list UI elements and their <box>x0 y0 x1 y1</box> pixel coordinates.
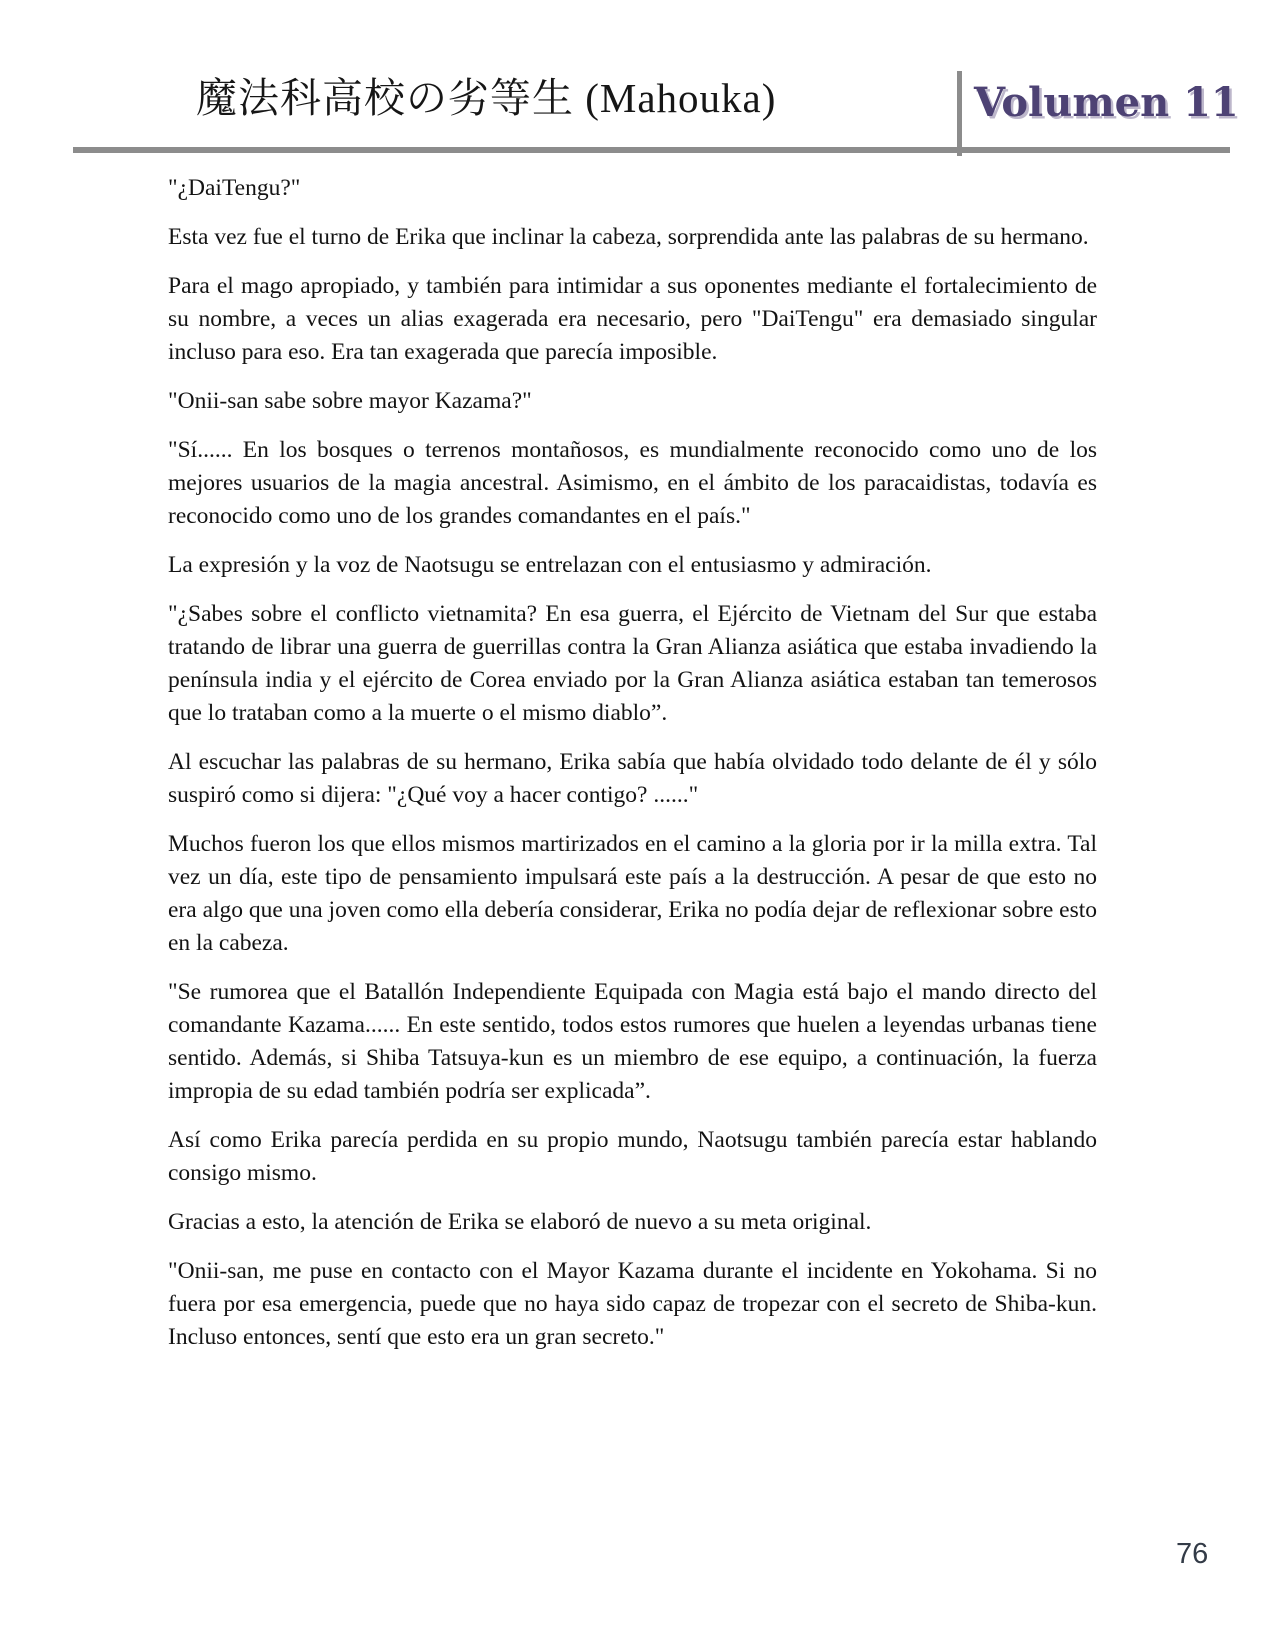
paragraph: Gracias a esto, la atención de Erika se elaboró de nuevo a su meta original. <box>168 1209 872 1235</box>
paragraph: Para el mago apropiado, y también para intimidar a sus oponentes mediante el fortalecimiento de su nombre, a veces un alias exagerada era necesario, pero "DaiTengu" era demasiado singular incluso para eso. Era tan exagerada que parecía imposible. <box>168 273 1097 365</box>
page-title: 魔法科高校の劣等生 (Mahouka) <box>196 75 777 121</box>
body-paragraphs <box>168 172 1097 1370</box>
paragraph: "Onii-san, me puse en contacto con el Mayor Kazama durante el incidente en Yokohama. Si no fuera por esa emergencia, puede que no haya sido capaz de tropezar con el secreto de Shiba-kun. Incluso entonces, sentí que esto era un gran secreto." <box>168 1258 1097 1350</box>
paragraph: "Onii-san sabe sobre mayor Kazama?" <box>168 388 532 414</box>
paragraph: "Sí...... En los bosques o terrenos montañosos, es mundialmente reconocido como uno de los mejores usuarios de la magia ancestral. Asimismo, en el ámbito de los paracaidistas, todavía es reconocido como uno de los grandes comandantes en el país." <box>168 437 1097 529</box>
paragraph: "Se rumorea que el Batallón Independiente Equipada con Magia está bajo el mando directo del comandante Kazama...... En este sentido, todos estos rumores que huelen a leyendas urbanas tiene sentido. Además, si Shiba Tatsuya-kun es un miembro de ese equipo, a continuación, la fuerza impropia de su edad también podría ser explicada”. <box>168 979 1097 1104</box>
volume-label: Volumen 11 <box>974 79 1239 126</box>
header-vertical-divider <box>957 71 962 156</box>
page-number: 76 <box>1176 1538 1209 1570</box>
paragraph: Muchos fueron los que ellos mismos martirizados en el camino a la gloria por ir la milla extra. Tal vez un día, este tipo de pensamiento impulsará este país a la destrucción. A pesar de que esto no era algo que una joven como ella debería considerar, Erika no podía dejar de reflexionar sobre esto en la cabeza. <box>168 831 1097 956</box>
header-rule <box>73 147 1230 153</box>
paragraph: La expresión y la voz de Naotsugu se entrelazan con el entusiasmo y admiración. <box>168 552 932 578</box>
paragraph: "¿DaiTengu?" <box>168 175 301 201</box>
paragraph: "¿Sabes sobre el conflicto vietnamita? En esa guerra, el Ejército de Vietnam del Sur que estaba tratando de librar una guerra de guerrillas contra la Gran Alianza asiática que estaba invadiendo la península india y el ejército de Corea enviado por la Gran Alianza asiática estaban tan temerosos que lo trataban como a la muerte o el mismo diablo”. <box>168 601 1097 726</box>
paragraph: Así como Erika parecía perdida en su propio mundo, Naotsugu también parecía estar hablando consigo mismo. <box>168 1127 1097 1186</box>
paragraph: Al escuchar las palabras de su hermano, Erika sabía que había olvidado todo delante de él y sólo suspiró como si dijera: "¿Qué voy a hacer contigo? ......" <box>168 749 1097 808</box>
paragraph: Esta vez fue el turno de Erika que inclinar la cabeza, sorprendida ante las palabras de su hermano. <box>168 224 1089 250</box>
